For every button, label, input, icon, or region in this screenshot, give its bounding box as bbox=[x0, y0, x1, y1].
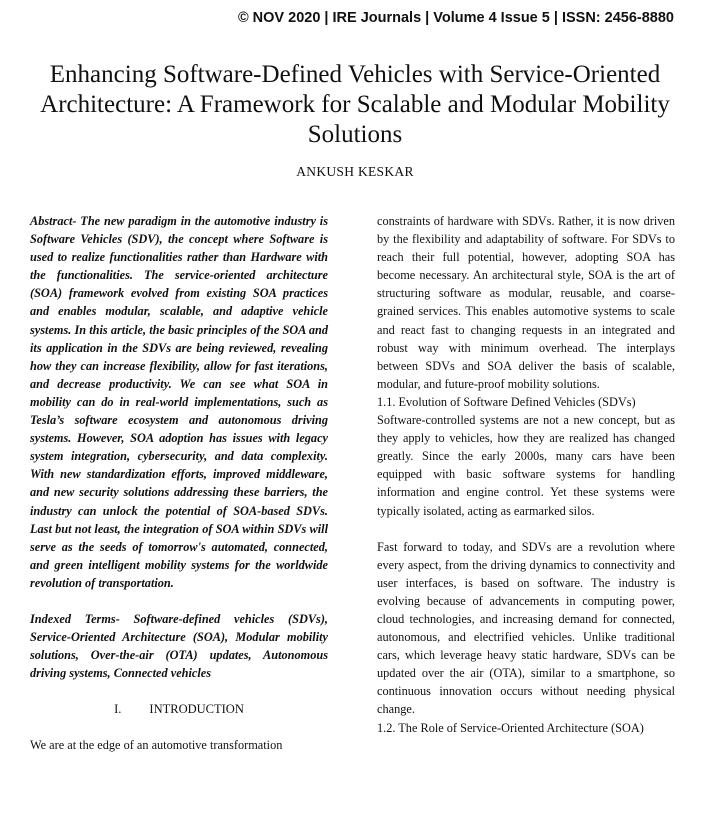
indexed-terms: Indexed Terms- Software-defined vehicles (SDVs), Service-Oriented Architecture (SOA), Modular mobility solutions, Over-the-air (OTA) updates, Autonomous driving systems, Connected vehicles bbox=[30, 611, 328, 681]
author-name: ANKUSH KESKAR bbox=[296, 164, 414, 179]
body-paragraph-3: Fast forward to today, and SDVs are a revolution where every aspect, from the driving dynamics to connectivity and user interfaces, is based on software. The industry is evolving because of advancements in computing power, cloud technologies, and increasing demand for connected, autonomous, and electrified vehicles. Unlike traditional cars, which leverage heavy static hardware, SDVs can be updated over the air (OTA), similar to a smartphone, so continuous innovation occurs without needing physical change. bbox=[377, 539, 675, 717]
section-title: INTRODUCTION bbox=[149, 702, 244, 717]
right-column bbox=[377, 212, 675, 737]
paper-title: Enhancing Software-Defined Vehicles with Service-Oriented Architecture: A Framework for Scalable and Modular Mobility Solutions bbox=[40, 61, 670, 148]
left-column bbox=[30, 212, 328, 755]
section-number: I. bbox=[114, 702, 122, 717]
subsection-heading-1-1: 1.1. Evolution of Software Defined Vehicles (SDVs) bbox=[377, 394, 636, 409]
abstract: Abstract- The new paradigm in the automotive industry is Software Vehicles (SDV), the concept where Software is used to realize functionalities rather than Hardware with the functionalities. The service-oriented architecture (SOA) framework evolved from existing SOA practices and enables modular, scalable, and adaptive vehicle systems. In this article, the basic principles of the SOA and its application in the SDVs are being reviewed, revealing how they can increase flexibility, allow for fast iterations, and decrease productivity. We can see what SOA in mobility can do in real-world implementations, such as Tesla’s software ecosystem and autonomous driving systems. However, SOA adoption has issues with legacy system integration, cybersecurity, and data complexity. With new standardization efforts, improved middleware, and new security solutions addressing these barriers, the industry can unlock the potential of SOA-based SDVs. Last but not least, the integration of SOA within SDVs will serve as the seeds of tomorrow's automated, connected, and green intelligent mobility systems for the worldwide revolution of transportation. bbox=[30, 214, 328, 590]
subsection-heading-1-2: 1.2. The Role of Service-Oriented Architecture (SOA) bbox=[377, 720, 644, 735]
body-paragraph-1: constraints of hardware with SDVs. Rather, it is now driven by the flexibility and adaptability of software. For SDVs to reach their full potential, however, adopting SOA has become necessary. An architectural style, SOA is the art of structuring software as modular, reusable, and coarse-grained services. This enables automotive systems to scale and react fast to changing requests in an integrated and robust way with minimum overhead. The interplays between SDVs and SOA deliver the basis of scalable, modular, and future-proof mobility solutions. bbox=[377, 214, 675, 391]
journal-header: © NOV 2020 | IRE Journals | Volume 4 Issue 5 | ISSN: 2456-8880 bbox=[237, 10, 674, 26]
body-paragraph-2: Software-controlled systems are not a new concept, but as they apply to vehicles, how they are realized has changed greatly. Since the early 2000s, many cars have been equipped with basic software systems for handling information and engine control. Yet these systems were typically isolated, acting as earmarked silos. bbox=[377, 413, 675, 518]
intro-paragraph: We are at the edge of an automotive transformation bbox=[30, 738, 283, 753]
section-heading-introduction bbox=[30, 700, 328, 718]
